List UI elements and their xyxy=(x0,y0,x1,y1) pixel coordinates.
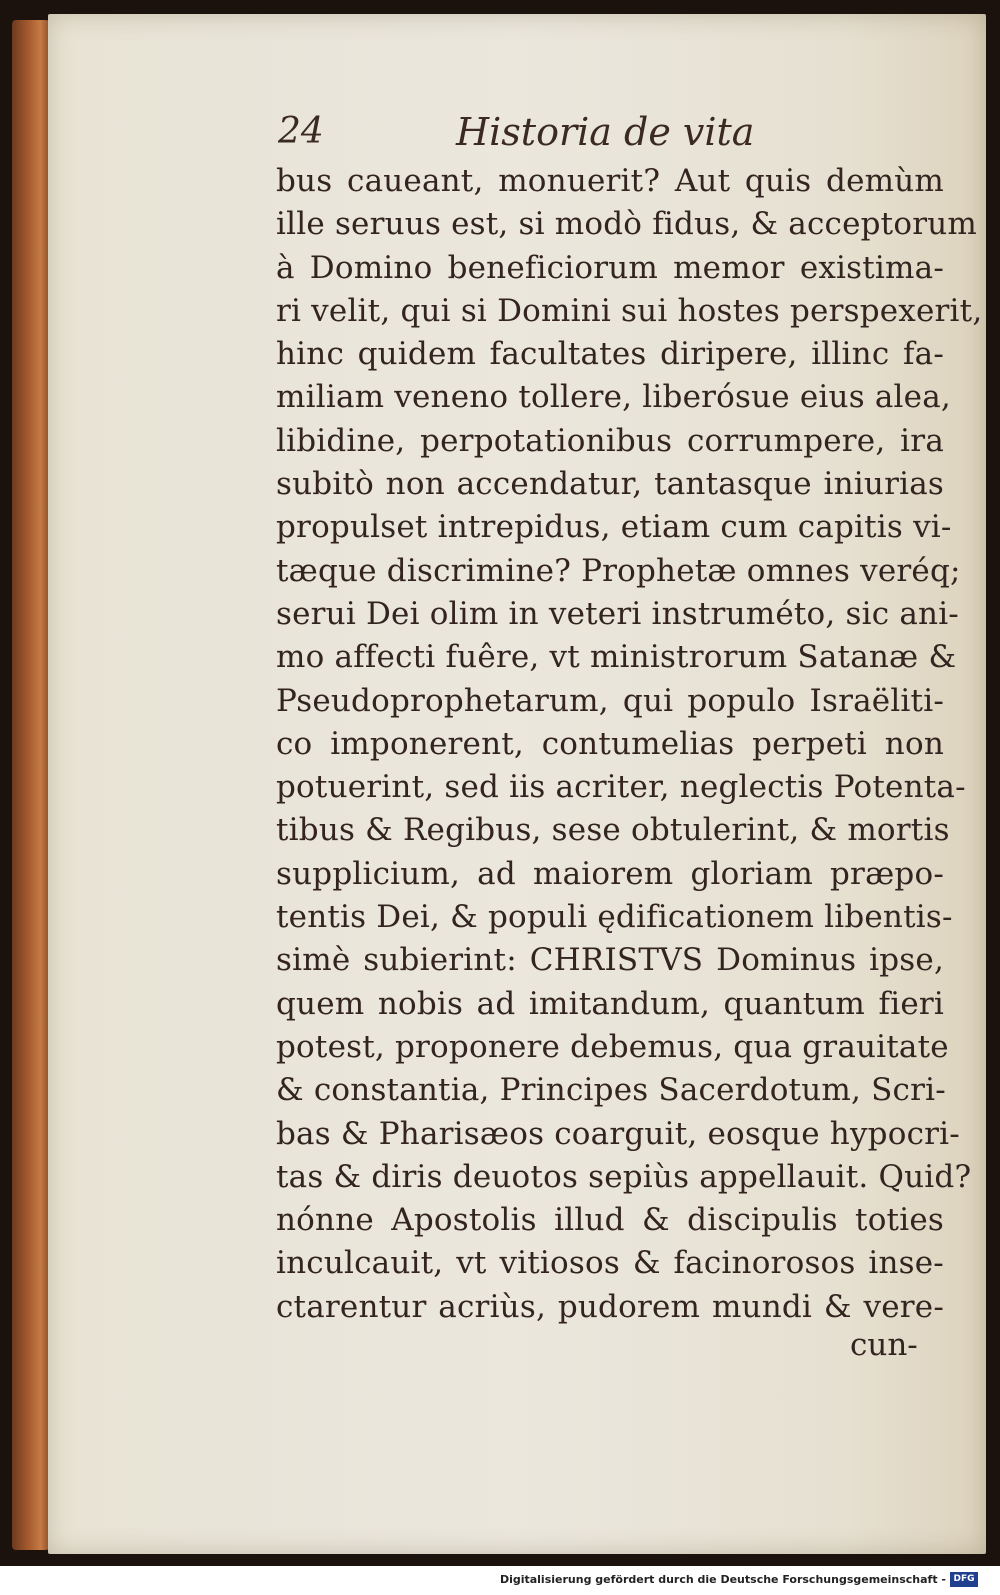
text-line: serui Dei olim in veteri instruméto, sic ani- xyxy=(276,595,959,632)
text-line: supplicium, ad maiorem gloriam præpo- xyxy=(276,855,944,892)
text-line: propulset intrepidus, etiam cum capitis vi- xyxy=(276,509,952,546)
dfg-logo-icon: DFG xyxy=(950,1572,978,1587)
text-line: miliam veneno tollere, liberósue eius alea, xyxy=(276,379,951,416)
footer-credit: Digitalisierung gefördert durch die Deutsche Forschungsgemeinschaft - xyxy=(499,1573,946,1586)
text-line: & constantia, Principes Sacerdotum, Scri- xyxy=(276,1072,946,1109)
text-line: libidine, perpotationibus corrumpere, ira xyxy=(276,422,944,459)
text-line: inculcauit, vt vitiosos & facinorosos inse- xyxy=(276,1245,944,1282)
body-text xyxy=(276,160,983,1329)
text-line: potest, proponere debemus, qua grauitate xyxy=(276,1028,949,1065)
running-head xyxy=(278,108,755,156)
footer-bar xyxy=(0,1566,1000,1595)
book-binding-edge xyxy=(12,20,50,1550)
text-line: tæque discrimine? Prophetæ omnes veréq; xyxy=(276,552,961,589)
text-line: quem nobis ad imitandum, quantum fieri xyxy=(276,985,944,1022)
text-line: tibus & Regibus, sese obtulerint, & mortis xyxy=(276,812,950,849)
text-line: ille seruus est, si modò fidus, & acceptorum xyxy=(276,206,977,243)
text-line: bus caueant, monuerit? Aut quis demùm xyxy=(276,163,944,199)
text-line: nónne Apostolis illud & discipulis toties xyxy=(276,1202,944,1239)
catchword: cun- xyxy=(850,1327,918,1363)
text-line: bas & Pharisæos coarguit, eosque hypocri- xyxy=(276,1115,960,1152)
text-line: hinc quidem facultates diripere, illinc fa- xyxy=(276,336,944,373)
text-line: co imponerent, contumelias perpeti non xyxy=(276,725,944,762)
page-number: 24 xyxy=(278,111,324,152)
text-line: simè subierint: CHRISTVS Dominus ipse, xyxy=(276,942,944,979)
running-title: Historia de vita xyxy=(456,110,755,154)
text-line: tas & diris deuotos sepiùs appellauit. Quid? xyxy=(276,1158,972,1195)
text-line: subitò non accendatur, tantasque iniurias xyxy=(276,466,944,503)
text-line: potuerint, sed iis acriter, neglectis Potenta- xyxy=(276,769,966,806)
text-line: tentis Dei, & populi ędificationem libentis- xyxy=(276,899,953,936)
text-line: ri velit, qui si Domini sui hostes perspexerit, xyxy=(276,292,983,329)
text-line: à Domino beneficiorum memor existima- xyxy=(276,249,944,286)
text-line: mo affecti fuêre, vt ministrorum Satanæ & xyxy=(276,639,957,676)
text-line: ctarentur acriùs, pudorem mundi & vere- xyxy=(276,1288,944,1325)
text-line: Pseudoprophetarum, qui populo Israëliti- xyxy=(276,682,944,719)
